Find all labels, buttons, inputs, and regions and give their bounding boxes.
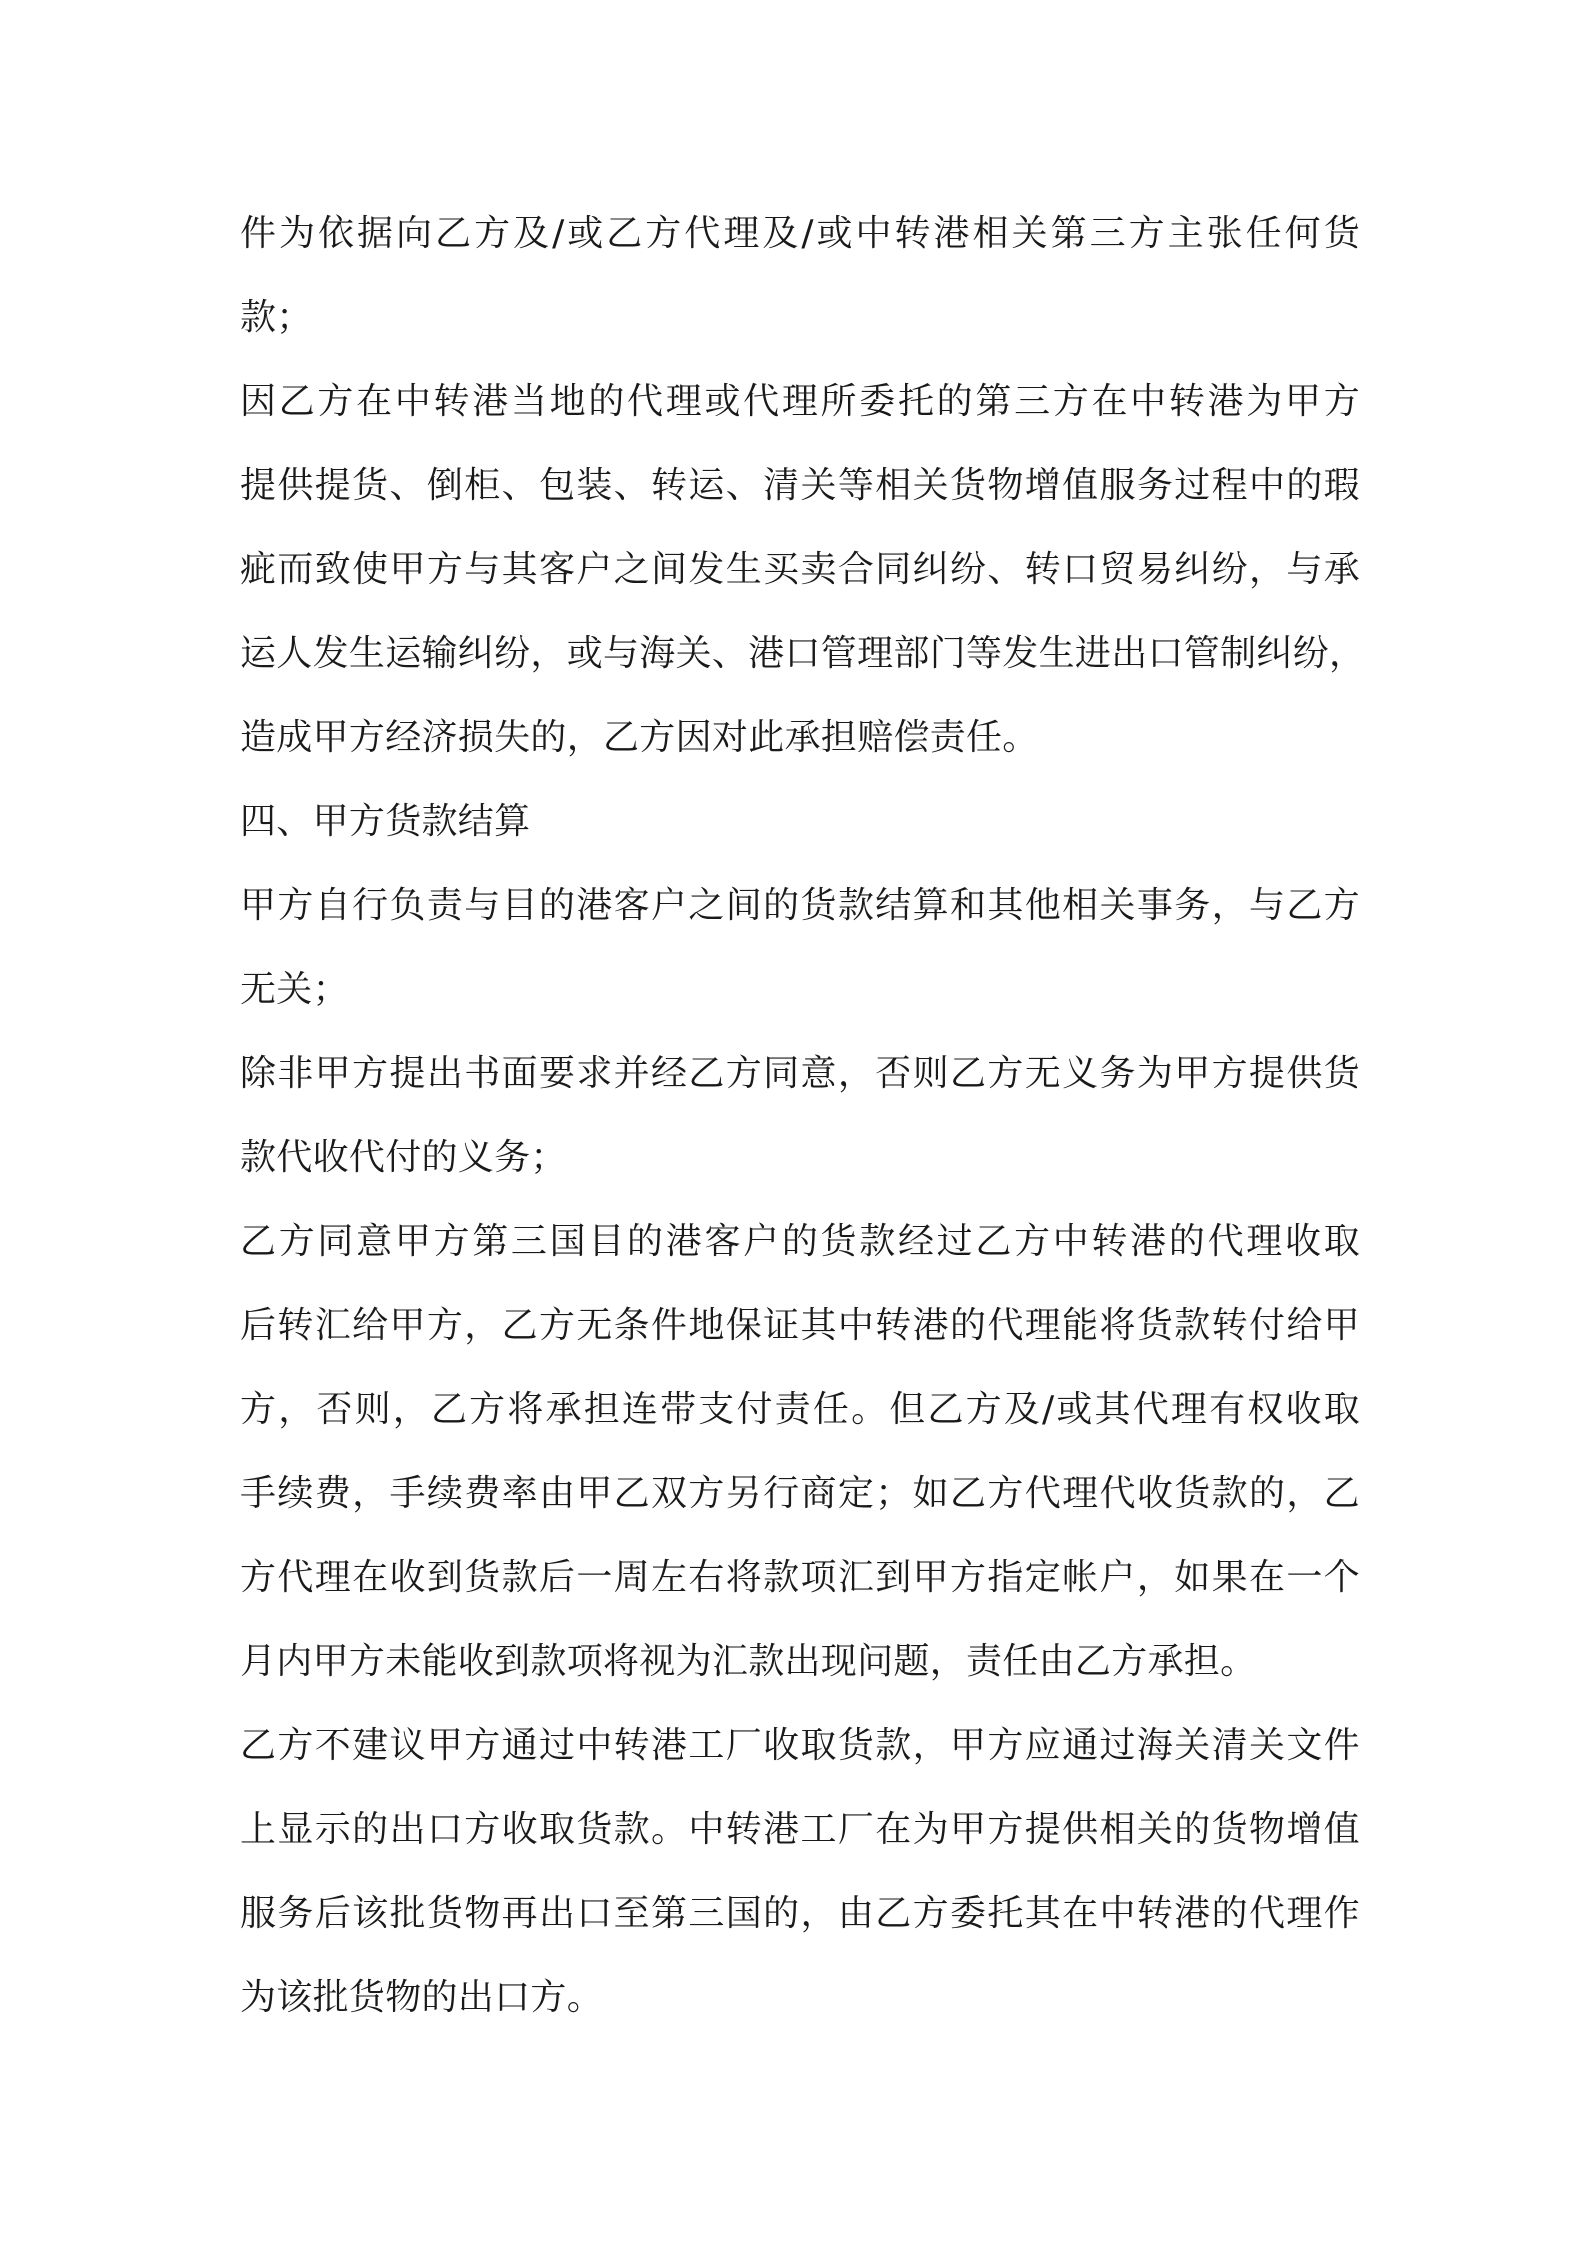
text-line: 上显示的出口方收取货款。中转港工厂在为甲方提供相关的货物增值: [240, 1809, 1360, 1850]
text-line: 件为依据向乙方及/或乙方代理及/或中转港相关第三方主张任何货: [240, 213, 1360, 254]
text-line: 月内甲方未能收到款项将视为汇款出现问题，责任由乙方承担。: [240, 1641, 1257, 1682]
text-line: 为该批货物的出口方。: [240, 1977, 604, 2018]
section-heading: 四、甲方货款结算: [240, 801, 531, 842]
text-line: 乙方同意甲方第三国目的港客户的货款经过乙方中转港的代理收取: [240, 1221, 1360, 1262]
text-line: 款代收代付的义务；: [240, 1137, 567, 1178]
text-line: 后转汇给甲方，乙方无条件地保证其中转港的代理能将货款转付给甲: [240, 1305, 1360, 1346]
text-line: 手续费，手续费率由甲乙双方另行商定；如乙方代理代收货款的，乙: [240, 1473, 1360, 1514]
text-line: 除非甲方提出书面要求并经乙方同意，否则乙方无义务为甲方提供货: [240, 1053, 1360, 1094]
text-line: 方，否则，乙方将承担连带支付责任。但乙方及/或其代理有权收取: [240, 1389, 1360, 1430]
text-line: 乙方不建议甲方通过中转港工厂收取货款，甲方应通过海关清关文件: [240, 1725, 1360, 1766]
text-line: 款；: [240, 297, 313, 338]
text-line: 疵而致使甲方与其客户之间发生买卖合同纠纷、转口贸易纠纷，与承: [240, 549, 1360, 590]
text-line: 服务后该批货物再出口至第三国的，由乙方委托其在中转港的代理作: [240, 1893, 1360, 1934]
text-line: 造成甲方经济损失的，乙方因对此承担赔偿责任。: [240, 717, 1039, 758]
text-line: 运人发生运输纠纷，或与海关、港口管理部门等发生进出口管制纠纷，: [240, 633, 1366, 674]
text-line: 甲方自行负责与目的港客户之间的货款结算和其他相关事务，与乙方: [240, 885, 1360, 926]
text-line: 提供提货、倒柜、包装、转运、清关等相关货物增值服务过程中的瑕: [240, 465, 1360, 506]
text-line: 因乙方在中转港当地的代理或代理所委托的第三方在中转港为甲方: [240, 381, 1360, 422]
text-line: 无关；: [240, 969, 349, 1010]
text-line: 方代理在收到货款后一周左右将款项汇到甲方指定帐户，如果在一个: [240, 1557, 1360, 1598]
document-body: [240, 192, 1366, 2040]
